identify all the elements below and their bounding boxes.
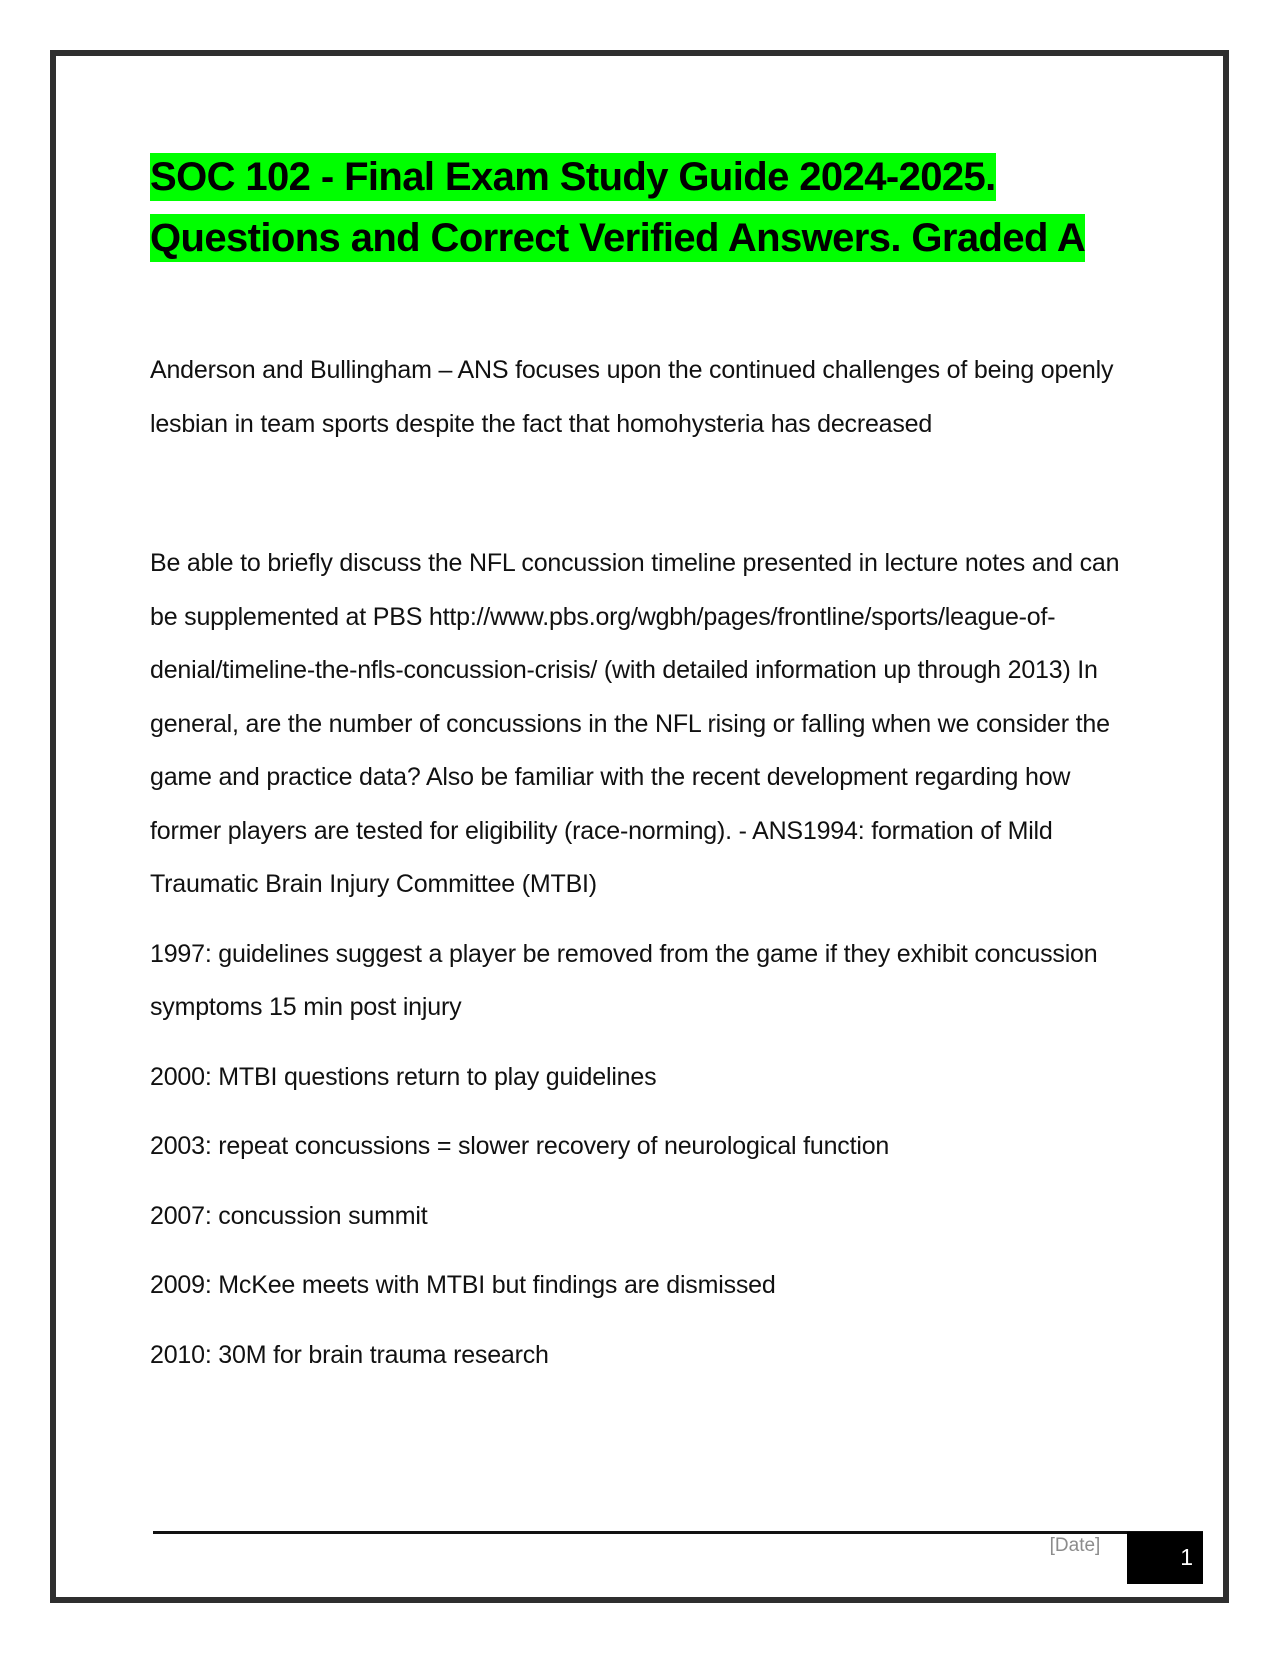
footer-date: [Date] [1049, 1535, 1101, 1556]
document-title [150, 147, 1135, 269]
timeline-entry-2009: 2009: McKee meets with MTBI but findings are dismissed [150, 1271, 776, 1299]
timeline-entry-2007: 2007: concussion summit [150, 1201, 428, 1230]
timeline-entry-1997: 1997: guidelines suggest a player be removed from the game if they exhibit concussion symptoms 15 min post injury [150, 939, 1098, 1021]
title-highlight: SOC 102 - Final Exam Study Guide 2024-2025. Questions and Correct Verified Answers. Graded A [150, 155, 1086, 260]
timeline-entry-2003: 2003: repeat concussions = slower recovery of neurological function [150, 1132, 890, 1160]
page-number: 1 [1127, 1532, 1203, 1584]
paragraph-anderson-bullingham: Anderson and Bullingham – ANS focuses upon the continued challenges of being openly lesbian in team sports despite the fact that homohysteria has decreased [150, 356, 1114, 438]
paragraph-nfl-concussion: Be able to briefly discuss the NFL concussion timeline presented in lecture notes and can be supplemented at PBS http://www.pbs.org/wgbh/pages/frontline/sports/league-of-denial/timeline-the-nfls-concussion-crisis/ (with detailed information up through 2013) In general, are the number of concussions in the NFL rising or falling when we consider the game and practice data? Also be familiar with the recent development regarding how former players are tested for eligibility (race-norming). - ANS1994: formation of Mild Traumatic Brain Injury Committee (MTBI) [150, 549, 1120, 898]
timeline-entry-2010: 2010: 30M for brain trauma research [150, 1340, 549, 1369]
timeline-entry-2000: 2000: MTBI questions return to play guidelines [150, 1062, 657, 1091]
document-body [150, 147, 1135, 1382]
